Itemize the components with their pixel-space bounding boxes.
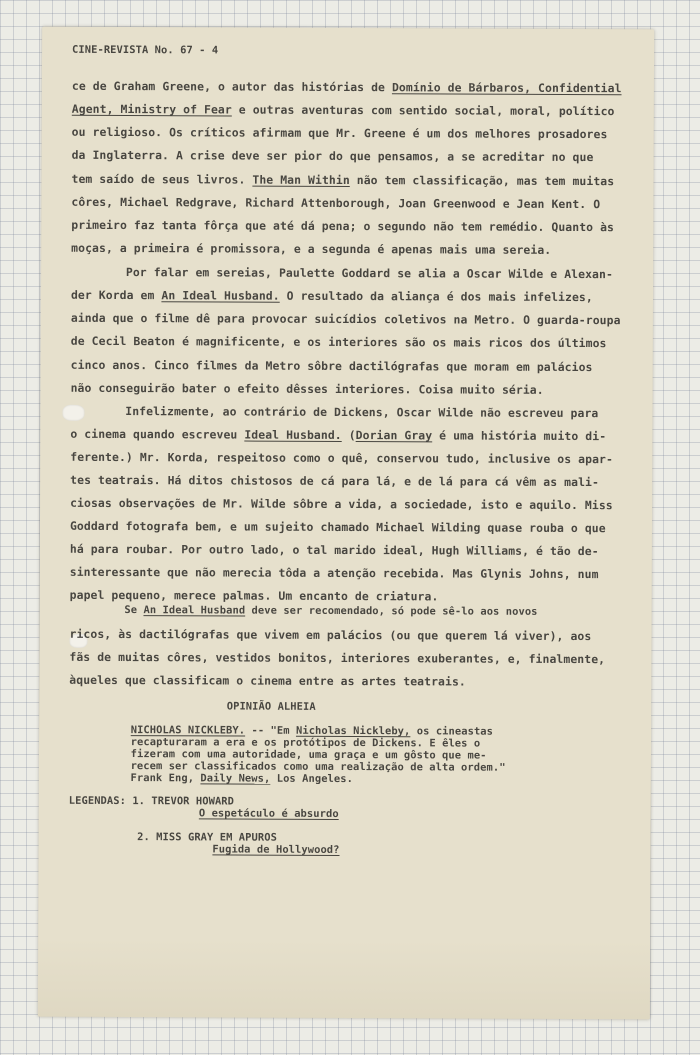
text-line: [70, 427, 606, 443]
text-segment: 2. MISS GRAY EM APUROS: [137, 831, 277, 844]
typed-text: [42, 27, 654, 856]
text-line: [70, 588, 439, 604]
text-line: [70, 542, 599, 558]
text-segment: ou religioso. Os críticos afirmam que Mr. Greene é um dos melhores prosadores: [71, 124, 608, 142]
text-line: [69, 673, 466, 689]
text-segment: àqueles que classificam o cinema entre as artes teatrais.: [69, 672, 466, 689]
text-line: [71, 288, 593, 304]
text-line: [70, 519, 606, 535]
text-segment: Infelizmente, ao contrário de Dickens, Oscar Wilde não escreveu para: [125, 404, 599, 421]
underlined-title: Domínio de Bárbaros, Confidential: [391, 80, 622, 96]
text-segment: (: [341, 427, 356, 443]
text-line: [137, 831, 277, 844]
text-segment: deve ser recomendado, só pode sê-lo aos novos: [245, 604, 538, 618]
text-segment: de Cecil Beaton é magnificente, e os interiores são os mais ricos dos últimos: [70, 333, 607, 351]
text-segment: Frank Eng,: [130, 772, 201, 785]
underlined-title: Nicholas Nickleby,: [295, 724, 411, 738]
text-segment: Se: [124, 604, 144, 617]
text-line: [227, 700, 316, 712]
text-segment: fizeram com uma autoridade, uma graça e um gôsto que me-: [130, 748, 487, 762]
underlined-title: Dorian Gray: [355, 428, 433, 443]
text-segment: LEGENDAS: 1. TREVOR HOWARD: [68, 794, 235, 808]
text-segment: não conseguirão bater o efeito dêsses interiores. Coisa muito séria.: [70, 380, 544, 397]
text-segment: da Inglaterra. A crise deve ser pior do que pensamos, a se acreditar no que: [71, 147, 594, 165]
text-line: [71, 358, 593, 374]
text-segment: recapturaram a era e os protótipos de Dickens. E êles o: [130, 736, 481, 750]
text-line: [71, 311, 621, 327]
text-segment: não tem classificação, mas tem muitas: [349, 173, 615, 189]
text-segment: os cineastas: [410, 725, 494, 738]
text-line: [69, 795, 234, 808]
text-segment: tem saído de seus livros.: [71, 171, 253, 187]
text-segment: ce de Graham Greene, o autor das histórias de: [71, 78, 392, 95]
text-segment: tes teatrais. Há ditos chistosos de cá para lá, e de lá para cá vêm as mali-: [70, 472, 600, 490]
text-line: [71, 241, 551, 257]
text-segment: ferente.) Mr. Korda, respeitoso como o quê, conservou tudo, inclusive os apar-: [70, 449, 614, 467]
text-line: [126, 265, 613, 281]
page-header: CINE-REVISTA No. 67 - 4: [72, 43, 219, 57]
text-line: [125, 404, 598, 420]
text-segment: e outras aventuras com sentido social, moral, político: [231, 102, 615, 119]
text-segment: Goddard fotografa bem, e um sujeito chamado Michael Wilding quase rouba o que: [69, 518, 606, 536]
typed-page: [38, 27, 654, 1020]
text-line: [69, 650, 605, 666]
underlined-title: An Ideal Husband.: [161, 288, 280, 303]
underlined-title: NICHOLAS NICKLEBY.: [130, 724, 246, 737]
text-line: [71, 334, 607, 350]
torn-hole: [62, 405, 84, 421]
text-line: [70, 496, 613, 512]
text-line: [72, 79, 622, 95]
text-line: [72, 102, 615, 118]
text-line: [71, 195, 600, 211]
text-segment: recem ser classificados como uma realização de alta ordem.": [130, 760, 506, 774]
underlined-title: Daily News,: [200, 772, 271, 785]
text-segment: há para roubar. Por outro lado, o tal marido ideal, Hugh Williams, é tão de-: [69, 541, 599, 559]
underlined-title: The Man Within: [252, 172, 350, 188]
text-segment: Los Angeles.: [270, 772, 354, 786]
text-segment: moças, a primeira é promissora, e a segunda é apenas mais uma sereia.: [71, 240, 552, 257]
underlined-title: An Ideal Husband: [143, 604, 246, 617]
underlined-title: O espetáculo é absurdo: [198, 807, 339, 820]
text-line: [199, 807, 339, 820]
text-line: [71, 218, 614, 234]
text-segment: ricos, às dactilógrafas que vivem em palácios (ou que querem lá viver), aos: [69, 626, 592, 644]
text-segment: cinco anos. Cinco filmes da Metro sôbre dactilógrafas que moram em palácios: [70, 357, 593, 375]
text-line: [130, 772, 353, 785]
text-line: [70, 473, 599, 489]
text-line: [212, 843, 339, 856]
text-line: [124, 604, 537, 618]
text-segment: der Korda em: [70, 287, 162, 303]
text-segment: ciosas observações de Mr. Wilde sôbre a vida, a sociedade, isto e aquilo. Miss: [70, 495, 613, 513]
text-line: [71, 172, 614, 188]
text-segment: Por falar em sereias, Paulette Goddard se alia a Oscar Wilde e Alexan-: [125, 265, 613, 282]
text-segment: é uma história muito di-: [432, 428, 607, 444]
text-segment: primeiro faz tanta fôrça que até dá pena; o segundo não tem remédio. Quanto às: [71, 217, 615, 235]
text-line: [72, 125, 608, 141]
underlined-title: Ideal Husband.: [244, 427, 342, 442]
text-segment: fãs de muitas côres, vestidos bonitos, interiores exuberantes, e, finalmente,: [69, 649, 606, 667]
text-line: [69, 627, 591, 643]
text-segment: O resultado da aliança é dos mais infelizes,: [279, 288, 593, 305]
text-segment: OPINIÃO ALHEIA: [226, 700, 316, 713]
text-line: [72, 148, 594, 164]
text-segment: o cinema quando escreveu: [70, 426, 245, 442]
text-segment: côres, Michael Redgrave, Richard Attenborough, Joan Greenwood e Jean Kent. O: [71, 194, 601, 212]
text-line: [70, 565, 599, 581]
text-segment: -- "Em: [245, 724, 297, 737]
text-segment: papel pequeno, merece palmas. Um encanto de criatura.: [69, 587, 439, 604]
underlined-title: Fugida de Hollywood?: [212, 843, 340, 856]
text-line: [70, 450, 613, 466]
text-line: [71, 381, 544, 397]
text-segment: ainda que o filme dê para provocar suicídios coletivos na Metro. O guarda-roupa: [70, 310, 621, 328]
text-segment: sinteressante que não merecia tôda a atenção recebida. Mas Glynis Johns, num: [69, 564, 599, 582]
underlined-title: Agent, Ministry of Fear: [71, 101, 232, 117]
